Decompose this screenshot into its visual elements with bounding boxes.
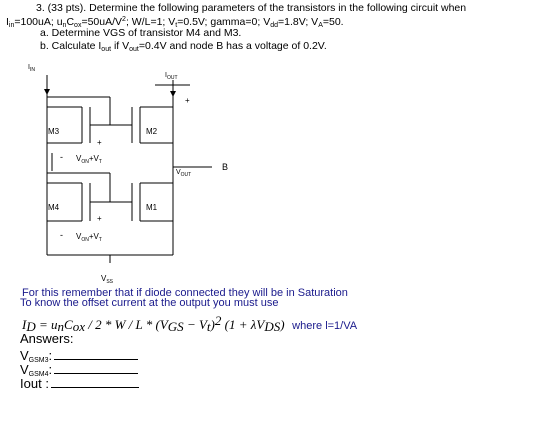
answers-heading: Answers: (20, 331, 74, 346)
iin-arrow-icon (44, 89, 50, 95)
vgsm4-blank[interactable] (54, 363, 138, 374)
von-vt-bot-minus: - (60, 230, 63, 240)
answer-vgsm3: $V_{GSM3}$: (20, 348, 138, 364)
vgsm3-blank[interactable] (54, 349, 138, 360)
hint-line-2: To know the offset current at the output you must use (20, 297, 279, 309)
iout-label: $I_{OUT}$ (165, 72, 178, 81)
hint-line-1: For this remember that if diode connected they will be in Saturation (22, 287, 348, 299)
question-line-1: 3. (33 pts). Determine the following parameters of the transistors in the following circuit when (36, 2, 467, 14)
m4-plus: + (97, 214, 102, 223)
vout-label: $V_{OUT}$ (176, 169, 192, 178)
iout-blank[interactable] (51, 377, 139, 388)
answer-iout: Iout : (20, 376, 139, 391)
question-line-2: $I_{in}=100uA$; $u_nC_{ox}=50uA/V^2$; W/L=1; $V_t=0.5V$; gamma=0; $V_{dd}=1.8V$; $V_A=50$. (6, 16, 344, 29)
von-vt-top-label: $V_{ON}+V_T$ (76, 154, 102, 165)
von-vt-bot-label: $V_{ON}+V_T$ (76, 232, 102, 243)
iout-arrow-icon (170, 91, 176, 97)
question-part-b: b. Calculate $I_{out}$ if $V_{out}=0.4V$ and node B has a voltage of 0.2V. (40, 40, 327, 53)
iout-plus: + (185, 96, 190, 105)
m3-plus: + (97, 138, 102, 147)
m4-label: M4 (48, 203, 60, 212)
question-part-a: a. Determine VGS of transistor M4 and M3. (40, 27, 242, 39)
node-b-label: B (222, 162, 229, 172)
m3-label: M3 (48, 127, 60, 136)
current-mirror-circuit (0, 55, 240, 285)
m1-label: M1 (146, 203, 158, 212)
iin-label: $I_{IN}$ (28, 64, 35, 73)
von-vt-top-minus: - (60, 152, 63, 162)
answer-vgsm4: $V_{GSM4}$: (20, 362, 138, 378)
vss-label: $V_{SS}$ (101, 274, 114, 285)
m2-label: M2 (146, 127, 158, 136)
equation-where: where l=1/VA (292, 320, 358, 332)
drain-current-equation: ID = unCox / 2 * W / L * (VGS − Vt)2 (1 + λVDS) where l=1/VA (22, 313, 358, 334)
